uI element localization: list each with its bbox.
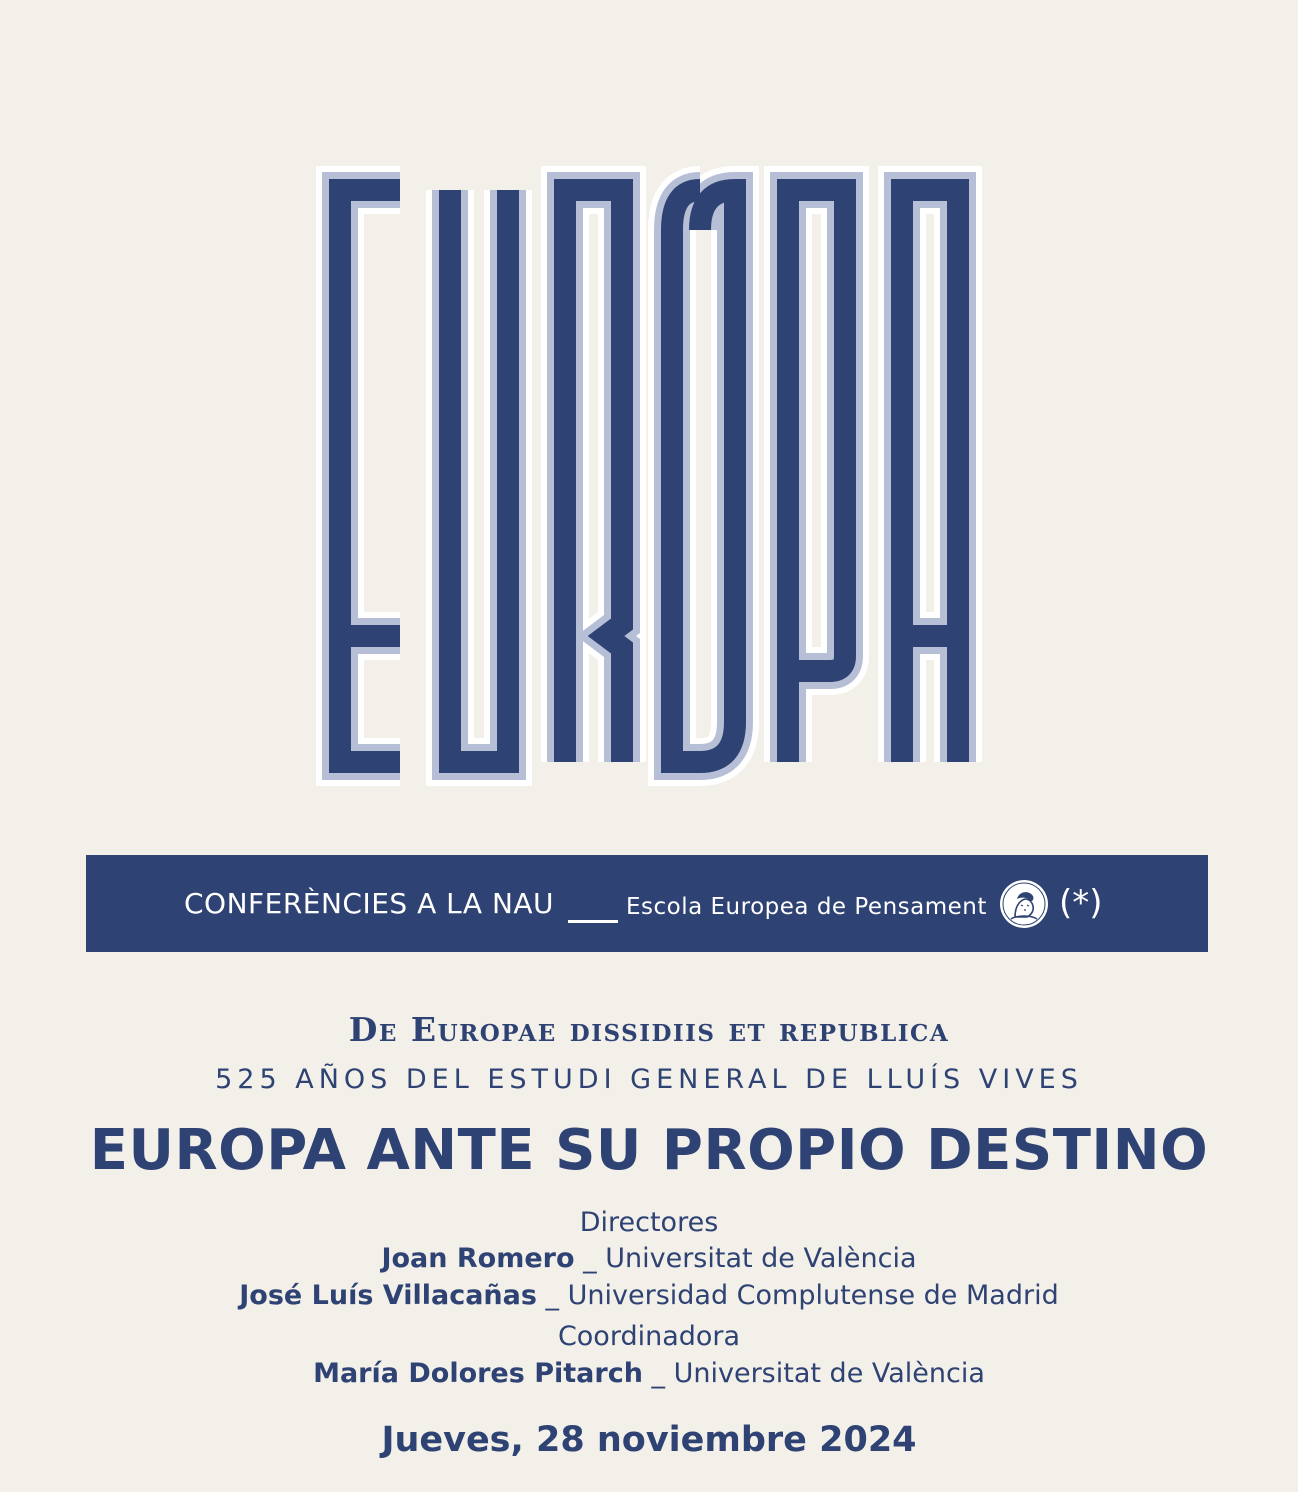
banner-asterisk-mark: (*): [1059, 883, 1103, 923]
director-affiliation: _ Universitat de València: [583, 1243, 917, 1274]
coordinator-label: Coordinadora: [557, 1321, 741, 1352]
director-entry: [0, 1243, 1298, 1274]
letter-r-core: [565, 190, 622, 762]
letter-a-core: [902, 190, 958, 762]
event-date: Jueves, 28 noviembre 2024: [381, 1420, 917, 1460]
series-banner: [86, 855, 1208, 952]
director-name: José Luís Villacañas: [239, 1280, 537, 1311]
director-affiliation: _ Universidad Complutense de Madrid: [545, 1280, 1059, 1311]
banner-series-title: CONFERÈNCIES A LA NAU: [184, 887, 555, 920]
banner-divider-line: [568, 920, 618, 923]
letter-p-core: [788, 190, 845, 762]
director-name: Joan Romero: [381, 1243, 575, 1274]
anniversary-subtitle: 525 AÑOS DEL ESTUDI GENERAL DE LLUÍS VIVES: [215, 1064, 1083, 1095]
portrait-medallion-icon: [999, 879, 1049, 929]
coordinator-name: María Dolores Pitarch: [313, 1358, 643, 1389]
coordinator-entry: [0, 1358, 1298, 1389]
letter-o-core: [672, 190, 735, 762]
director-entry: [0, 1280, 1298, 1311]
coordinator-affiliation: _ Universitat de València: [651, 1358, 985, 1389]
directors-label: Directores: [579, 1207, 719, 1238]
event-title: EUROPA ANTE SU PROPIO DESTINO: [89, 1118, 1209, 1183]
latin-series-heading: De Europae dissidiis et republica: [348, 1010, 950, 1049]
banner-school-name: Escola Europea de Pensament: [626, 894, 987, 920]
letter-u-core: [450, 190, 508, 762]
letter-e-core: [340, 190, 400, 762]
